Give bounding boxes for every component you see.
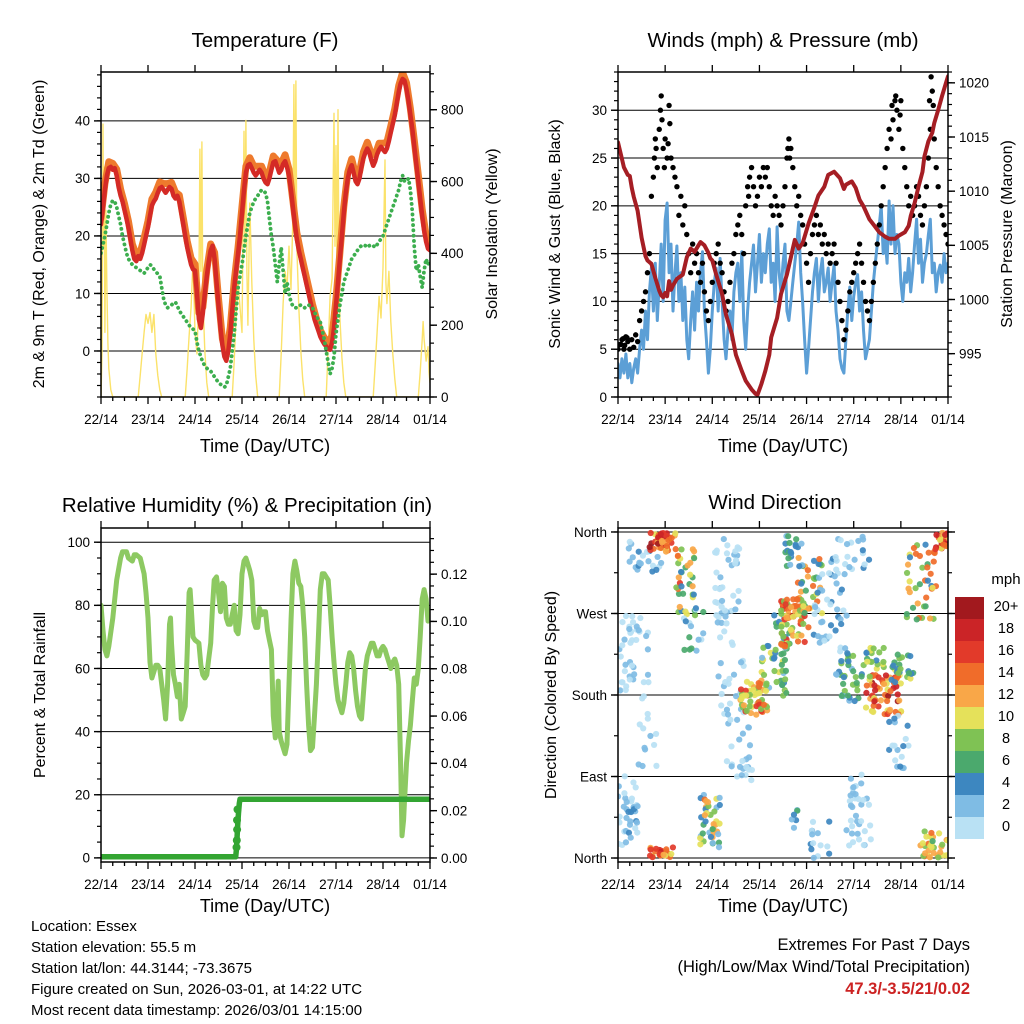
tick-label: 26/14	[272, 412, 306, 427]
tick-label: 01/14	[413, 412, 447, 427]
tick-label: East	[579, 769, 607, 785]
tick-label: 25/14	[225, 877, 259, 892]
tick-label: 28/14	[883, 412, 918, 427]
tick-label: 40	[74, 113, 90, 129]
tick-label: 26/14	[789, 877, 824, 892]
colorbar-tick-label: 4	[1001, 775, 1011, 791]
tick-label: 1005	[959, 238, 990, 254]
tick-label: 0	[441, 389, 449, 405]
tick-label: 27/14	[319, 877, 353, 892]
tick-label: 200	[441, 317, 464, 333]
tick-label: West	[576, 606, 607, 622]
tick-label: 25/14	[742, 877, 777, 892]
data-timestamp: Most recent data timestamp: 2026/03/01 14:15:00	[31, 1002, 363, 1019]
tick-label: 25/14	[225, 412, 259, 427]
tick-label: 27/14	[836, 412, 871, 427]
figure-created: Figure created on Sun, 2026-03-01, at 14:22 UTC	[31, 981, 363, 998]
tick-label: 1015	[959, 129, 990, 145]
chart-title-wind-direction: Wind Direction	[708, 491, 842, 514]
tick-label: 0.08	[441, 661, 468, 677]
tick-label: 25/14	[742, 412, 777, 427]
tick-label: North	[573, 524, 607, 540]
tick-label: 0	[82, 343, 90, 359]
colorbar-title: mph	[991, 571, 1021, 588]
colorbar-tick-label: 8	[1001, 731, 1011, 747]
colorbar-tick-label: 0	[1001, 819, 1011, 835]
colorbar-tick-label: 20+	[993, 599, 1019, 615]
tick-label: 23/14	[131, 412, 165, 427]
x-axis-label-temperature: Time (Day/UTC)	[199, 436, 331, 456]
colorbar-swatch	[955, 707, 984, 729]
tick-label: 01/14	[931, 412, 965, 427]
tick-label: 30	[74, 171, 90, 187]
tick-label: 1020	[959, 75, 990, 91]
colorbar-swatch	[955, 751, 984, 773]
colorbar-swatch	[955, 597, 984, 619]
colorbar-tick-label: 14	[997, 665, 1015, 681]
tick-label: 20	[74, 228, 90, 244]
tick-label: 27/14	[836, 877, 871, 892]
tick-label: 60	[74, 661, 90, 677]
tick-label: 23/14	[648, 877, 683, 892]
tick-label: North	[573, 850, 607, 866]
colorbar-swatch	[955, 663, 984, 685]
station-latlon: Station lat/lon: 44.3144; -73.3675	[31, 960, 253, 977]
tick-label: 0.04	[441, 756, 468, 772]
tick-label: 5	[599, 342, 607, 358]
tick-label: 28/14	[366, 412, 400, 427]
tick-label: 28/14	[366, 877, 400, 892]
chart-temperature	[75, 65, 464, 427]
tick-label: 24/14	[695, 412, 730, 427]
tick-label: 27/14	[319, 412, 353, 427]
chart-wind-direction	[572, 521, 966, 892]
colorbar-tick-label: 10	[997, 709, 1015, 725]
station-info	[31, 916, 362, 1021]
tick-label: 995	[959, 346, 982, 362]
tick-label: 30	[591, 103, 607, 119]
tick-label: 0.10	[441, 614, 468, 630]
tick-label: 28/14	[883, 877, 918, 892]
y-axis-label-pressure: Station Pressure (Maroon)	[999, 140, 1016, 328]
colorbar-tick-label: 18	[997, 621, 1015, 637]
tick-label: 23/14	[648, 412, 683, 427]
tick-label: 0	[599, 389, 607, 405]
colorbar-tick-label: 6	[1001, 753, 1011, 769]
y-axis-label-direction: Direction (Colored By Speed)	[543, 590, 560, 800]
tick-label: 1000	[959, 292, 990, 308]
chart-title-humidity-precip: Relative Humidity (%) & Precipitation (in)	[61, 494, 433, 517]
tick-label: 1010	[959, 183, 990, 199]
tick-label: 01/14	[413, 877, 447, 892]
tick-label: 0.00	[441, 850, 468, 866]
tick-label: 20	[591, 198, 607, 214]
y-axis-label-temp-left: 2m & 9m T (Red, Orange) & 2m Td (Green)	[31, 79, 48, 389]
y-axis-label-wind-left: Sonic Wind & Gust (Blue, Black)	[547, 119, 564, 349]
extremes-block	[677, 934, 970, 1000]
station-elevation: Station elevation: 55.5 m	[31, 939, 197, 956]
tick-label: 100	[67, 535, 90, 551]
colorbar-swatch	[955, 817, 984, 839]
tick-label: 24/14	[178, 877, 212, 892]
tick-label: 0.02	[441, 803, 468, 819]
station-location: Location: Essex	[31, 918, 137, 935]
tick-label: 20	[74, 787, 90, 803]
extremes-title: Extremes For Past 7 Days	[777, 936, 970, 954]
tick-label: 15	[591, 246, 607, 262]
y-axis-label-percent-rainfall: Percent & Total Rainfall	[32, 611, 49, 779]
colorbar-swatch	[955, 619, 984, 641]
tick-label: 22/14	[84, 412, 118, 427]
tick-label: 40	[74, 724, 90, 740]
tick-label: 0	[82, 850, 90, 866]
extremes-values: 47.3/-3.5/21/0.02	[845, 980, 970, 998]
tick-label: 22/14	[601, 412, 635, 427]
colorbar-swatch	[955, 795, 984, 817]
chart-winds-pressure	[592, 65, 989, 427]
tick-label: 01/14	[931, 877, 965, 892]
colorbar-swatch	[955, 773, 984, 795]
tick-label: 10	[591, 294, 607, 310]
tick-label: 10	[74, 286, 90, 302]
x-axis-label-winds: Time (Day/UTC)	[717, 436, 849, 456]
tick-label: 800	[441, 102, 464, 118]
colorbar-swatch	[955, 685, 984, 707]
chart-title-winds-pressure: Winds (mph) & Pressure (mb)	[647, 29, 919, 52]
extremes-subtitle: (High/Low/Max Wind/Total Precipitation)	[677, 958, 970, 976]
x-axis-label-wind-direction: Time (Day/UTC)	[717, 896, 849, 916]
colorbar-tick-label: 16	[997, 643, 1015, 659]
colorbar-tick-label: 2	[1001, 797, 1011, 813]
tick-label: 26/14	[272, 877, 306, 892]
tick-label: 22/14	[601, 877, 635, 892]
tick-label: South	[571, 687, 607, 703]
tick-label: 0.12	[441, 566, 468, 582]
tick-label: 400	[441, 246, 464, 262]
colorbar-swatch	[955, 641, 984, 663]
tick-label: 26/14	[789, 412, 824, 427]
y-axis-label-solar: Solar Insolation (Yellow)	[484, 148, 501, 320]
tick-label: 25	[591, 150, 607, 166]
chart-title-temperature: Temperature (F)	[191, 29, 339, 52]
tick-label: 24/14	[695, 877, 730, 892]
tick-label: 0.06	[441, 708, 468, 724]
tick-label: 23/14	[131, 877, 165, 892]
tick-label: 80	[74, 598, 90, 614]
tick-label: 22/14	[84, 877, 118, 892]
tick-label: 600	[441, 174, 464, 190]
colorbar-swatch	[955, 729, 984, 751]
tick-label: 24/14	[178, 412, 212, 427]
chart-humidity-precip	[67, 521, 467, 892]
x-axis-label-humidity: Time (Day/UTC)	[199, 896, 331, 916]
colorbar-tick-label: 12	[997, 687, 1015, 703]
